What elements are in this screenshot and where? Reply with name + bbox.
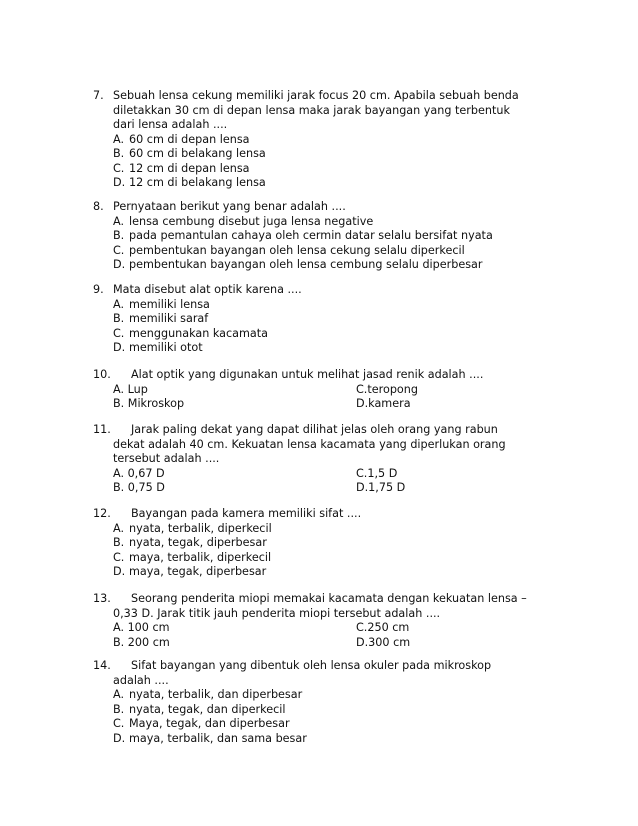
question-number: 10. bbox=[93, 368, 111, 381]
option-a: A. nyata, terbalik, dan diperbesar bbox=[113, 688, 303, 701]
question-7 bbox=[93, 89, 546, 191]
option-c: C.1,5 D bbox=[356, 466, 398, 480]
option-b: B. 200 cm bbox=[113, 635, 170, 649]
question-11 bbox=[93, 423, 546, 496]
option-d: D. pembentukan bayangan oleh lensa cembung selalu diperbesar bbox=[113, 258, 483, 271]
question-text-line: tersebut adalah .... bbox=[113, 452, 220, 465]
option-d: D. maya, tegak, diperbesar bbox=[113, 565, 267, 578]
question-14 bbox=[93, 659, 546, 746]
option-d: D. 12 cm di belakang lensa bbox=[113, 176, 266, 189]
option-a: A. Lup bbox=[113, 382, 148, 396]
question-9 bbox=[93, 283, 546, 356]
question-text-line: Alat optik yang digunakan untuk melihat jasad renik adalah .... bbox=[131, 368, 484, 381]
question-number: 14. bbox=[93, 659, 111, 672]
option-a: A. 100 cm bbox=[113, 621, 170, 634]
question-number: 9. bbox=[93, 283, 104, 296]
option-c: C. maya, terbalik, diperkecil bbox=[113, 550, 272, 564]
question-text-line: 0,33 D. Jarak titik jauh penderita miopi tersebut adalah .... bbox=[113, 606, 441, 620]
option-b: B. nyata, tegak, dan diperkecil bbox=[113, 702, 286, 716]
question-text-line: adalah .... bbox=[113, 673, 169, 687]
option-c: C. 12 cm di depan lensa bbox=[113, 161, 250, 175]
question-text-line: Jarak paling dekat yang dapat dilihat jelas oleh orang yang rabun bbox=[131, 423, 498, 436]
option-d: D.300 cm bbox=[356, 635, 411, 649]
option-c: C. Maya, tegak, dan diperbesar bbox=[113, 717, 290, 730]
option-a: A. nyata, terbalik, diperkecil bbox=[113, 521, 272, 535]
question-text-line: Seorang penderita miopi memakai kacamata dengan kekuatan lensa – bbox=[131, 592, 527, 605]
question-text-line: Bayangan pada kamera memiliki sifat .... bbox=[131, 507, 362, 520]
question-text-line: diletakkan 30 cm di depan lensa maka jarak bayangan yang terbentuk bbox=[113, 103, 510, 117]
option-a: A. 0,67 D bbox=[113, 466, 165, 480]
option-b: B. 0,75 D bbox=[113, 481, 165, 494]
question-12 bbox=[93, 507, 546, 580]
option-d: D. memiliki otot bbox=[113, 341, 203, 354]
option-a: A. lensa cembung disebut juga lensa negative bbox=[113, 214, 374, 228]
option-b: B. memiliki saraf bbox=[113, 312, 209, 325]
question-text-line: Sifat bayangan yang dibentuk oleh lensa okuler pada mikroskop bbox=[131, 659, 492, 672]
question-text-line: Mata disebut alat optik karena .... bbox=[113, 283, 302, 296]
question-text-line: Pernyataan berikut yang benar adalah .... bbox=[113, 200, 346, 213]
question-text-line: Sebuah lensa cekung memiliki jarak focus 20 cm. Apabila sebuah benda bbox=[113, 89, 519, 102]
question-number: 8. bbox=[93, 200, 104, 213]
option-a: A. memiliki lensa bbox=[113, 297, 210, 311]
option-c: C. menggunakan kacamata bbox=[113, 326, 269, 340]
question-text-line: dari lensa adalah .... bbox=[113, 118, 228, 131]
option-c: C.250 cm bbox=[356, 621, 410, 634]
option-d: D.1,75 D bbox=[356, 481, 406, 494]
question-number: 11. bbox=[93, 423, 111, 436]
option-b: B. pada pemantulan cahaya oleh cermin datar selalu bersifat nyata bbox=[113, 229, 493, 242]
question-13 bbox=[93, 592, 546, 650]
question-10 bbox=[93, 368, 546, 412]
question-number: 7. bbox=[93, 89, 104, 102]
option-c: C. pembentukan bayangan oleh lensa cekung selalu diperkecil bbox=[113, 243, 465, 257]
question-number: 12. bbox=[93, 507, 111, 520]
option-a: A. 60 cm di depan lensa bbox=[113, 132, 250, 146]
question-text-line: dekat adalah 40 cm. Kekuatan lensa kacamata yang diperlukan orang bbox=[113, 437, 506, 451]
option-b: B. 60 cm di belakang lensa bbox=[113, 147, 266, 160]
option-d: D. maya, terbalik, dan sama besar bbox=[113, 731, 307, 745]
question-number: 13. bbox=[93, 592, 111, 605]
option-b: B. Mikroskop bbox=[113, 397, 185, 410]
option-d: D.kamera bbox=[356, 397, 411, 410]
question-8 bbox=[93, 200, 546, 273]
option-b: B. nyata, tegak, diperbesar bbox=[113, 536, 267, 549]
option-c: C.teropong bbox=[356, 382, 418, 396]
